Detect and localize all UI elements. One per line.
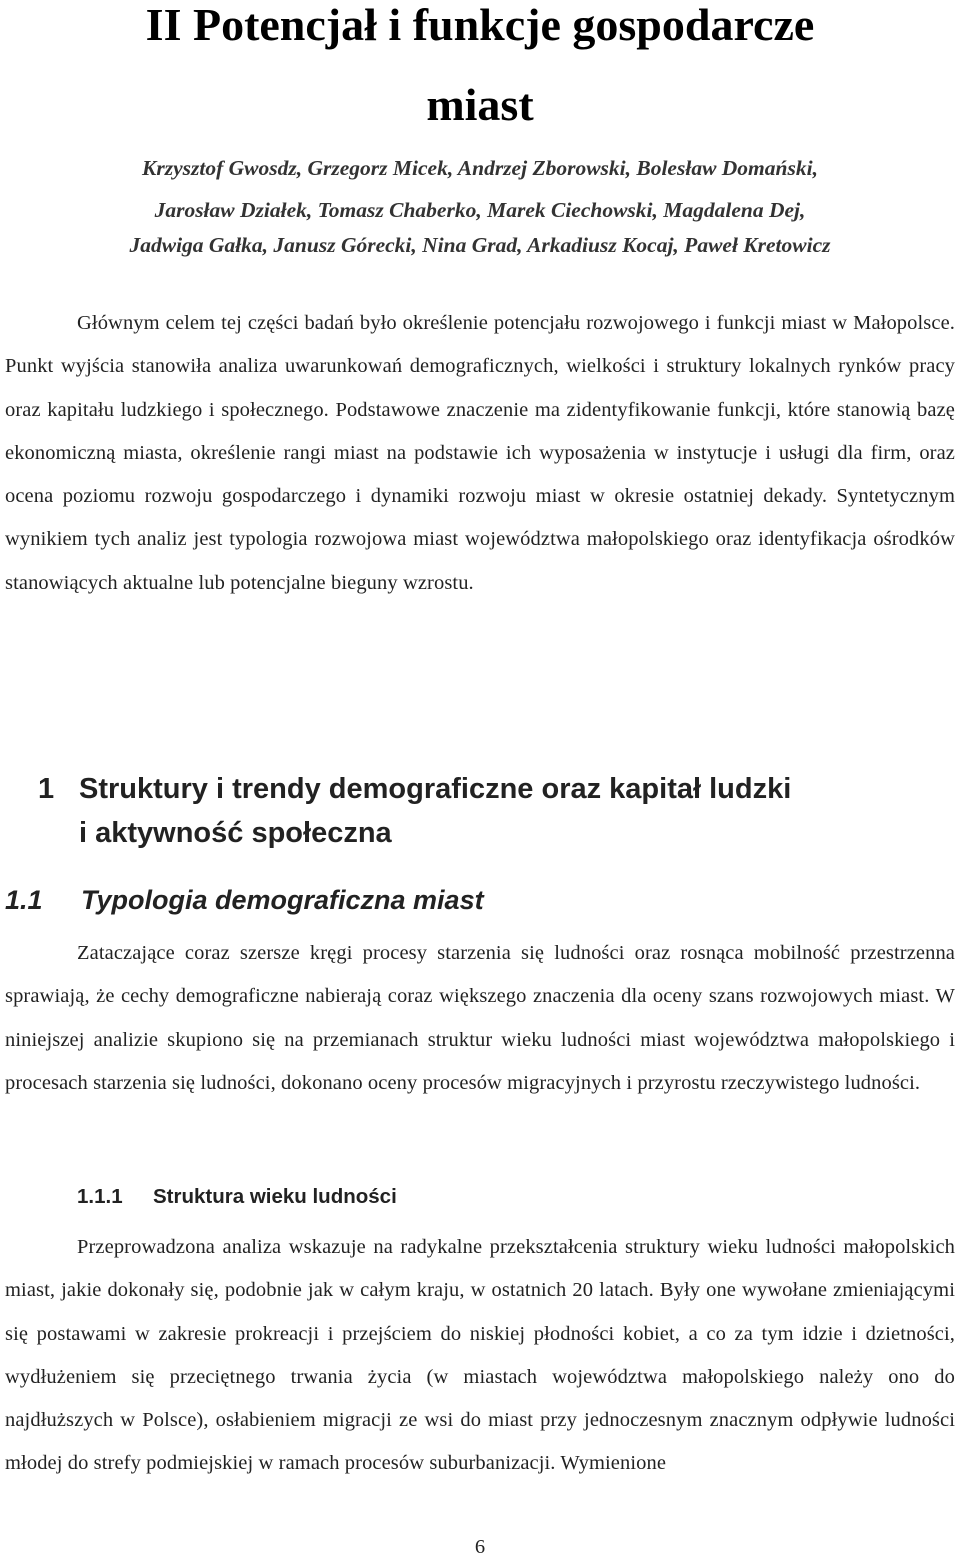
authors-line1: Krzysztof Gwosdz, Grzegorz Micek, Andrzej Zborowski, Bolesław Domański, [142,156,818,180]
subsection-paragraph: Zataczające coraz szersze kręgi procesy starzenia się ludności oraz rosnąca mobilność przestrzenna sprawiają, że cechy demograficzne nabierają coraz większego znaczenia dla oceny szans rozwojowych miast. W niniejszej analizie skupiono się na przemianach struktur wieku ludności miast województwa małopolskiego i procesach starzenia się ludności, dokonano oceny procesów migracyjnych i przyrostu rzeczywistego ludności. [5,942,955,1094]
subsubsection-title: Struktura wieku ludności [153,1185,397,1208]
chapter-title-line1: II Potencjał i funkcje gospodarcze [145,0,815,50]
section-number: 1 [38,773,55,805]
subsubsection-heading-1-1-1 [77,1182,397,1212]
subsubsection-number: 1.1.1 [77,1185,123,1208]
section-title-line2: i aktywność społeczna [79,817,392,849]
subsection-title: Typologia demograficzna miast [81,885,484,915]
subsubsection-paragraph: Przeprowadzona analiza wskazuje na radykalne przekształcenia struktury wieku ludności małopolskich miast, jakie dokonały się, podobnie jak w całym kraju, w ostatnich 20 latach. Były one wywołane zmieniającymi się postawami w zakresie prokreacji i przejściem do niskiej płodności kobiet, a co za tym idzie i dzietności, wydłużeniem się przeciętnego trwania życia (w miastach województwa małopolskiego należy ono do najdłuższych w Polsce), osłabieniem migracji ze wsi do miast przy jednoczesnym znacznym odpływie ludności młodej do strefy podmiejskiej w ramach procesów suburbanizacji. Wymienione [5,1236,955,1475]
subsection-heading-1-1 [5,880,484,920]
section-title-line1: Struktury i trendy demograficzne oraz kapitał ludzki [79,773,792,805]
chapter-title-line2: miast [426,79,534,130]
subsection-number: 1.1 [5,885,43,915]
authors-line2: Jarosław Działek, Tomasz Chaberko, Marek Ciechowski, Magdalena Dej, [154,198,806,222]
authors-line3: Jadwiga Gałka, Janusz Górecki, Nina Grad, Arkadiusz Kocaj, Paweł Kretowicz [129,233,831,257]
intro-paragraph: Głównym celem tej części badań było określenie potencjału rozwojowego i funkcji miast w Małopolsce. Punkt wyjścia stanowiła analiza uwarunkowań demograficznych, wielkości i struktury lokalnych rynków pracy oraz kapitału ludzkiego i społecznego. Podstawowe znaczenie ma zidentyfikowanie funkcji, które stanowią bazę ekonomiczną miasta, określenie rangi miast na podstawie ich wyposażenia w instytucje i usługi dla firm, oraz ocena poziomu rozwoju gospodarczego i dynamiki rozwoju miast w okresie ostatniej dekady. Syntetycznym wynikiem tych analiz jest typologia rozwojowa miast województwa małopolskiego oraz identyfikacja ośrodków stanowiących aktualne lub potencjalne bieguny wzrostu. [5,312,955,594]
page-number: 6 [474,1536,486,1558]
section-heading-1 [38,768,938,810]
